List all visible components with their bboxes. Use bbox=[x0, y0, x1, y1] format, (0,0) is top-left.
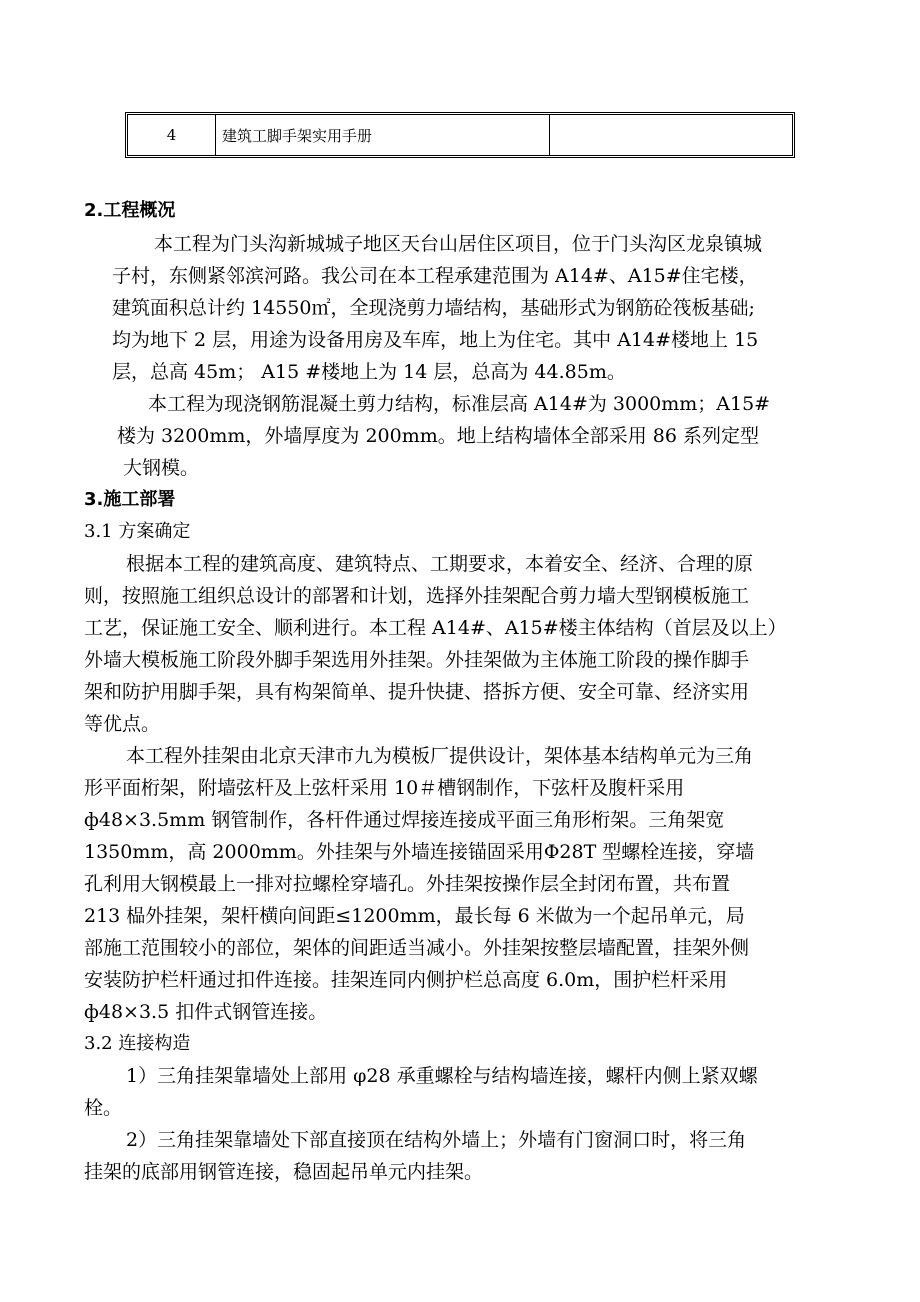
paragraph-line: 本工程为门头沟新城城子地区天台山居住区项目，位于门头沟区龙泉镇城 bbox=[154, 233, 763, 255]
paragraph-line: 层，总高 45m； A15 #楼地上为 14 层，总高为 44.85m。 bbox=[112, 361, 626, 383]
subsection-heading-3-1: 3.1 方案确定 bbox=[84, 521, 191, 542]
subsection-heading-3-2: 3.2 连接构造 bbox=[84, 1033, 191, 1054]
table-cell-note bbox=[550, 115, 792, 155]
paragraph-line: ф48×3.5mm 钢管制作，各杆件通过焊接连接成平面三角形桁架。三角架宽 bbox=[84, 809, 725, 831]
paragraph-line: 外墙大模板施工阶段外脚手架选用外挂架。外挂架做为主体施工阶段的操作脚手 bbox=[84, 649, 750, 671]
paragraph-line: 根据本工程的建筑高度、建筑特点、工期要求，本着安全、经济、合理的原 bbox=[126, 553, 754, 575]
reference-table bbox=[125, 112, 795, 158]
paragraph-line: 本工程外挂架由北京天津市九为模板厂提供设计，架体基本结构单元为三角 bbox=[126, 745, 754, 767]
paragraph-line: 2）三角挂架靠墙处下部直接顶在结构外墙上；外墙有门窗洞口时，将三角 bbox=[126, 1129, 747, 1151]
paragraph-line: 均为地下 2 层，用途为设备用房及车库，地上为住宅。其中 A14#楼地上 15 bbox=[112, 329, 759, 351]
paragraph-line: 子村，东侧紧邻滨河路。我公司在本工程承建范围为 A14#、A15#住宅楼， bbox=[112, 265, 758, 287]
paragraph-line: 等优点。 bbox=[84, 713, 161, 735]
section-heading-2: 2.工程概况 bbox=[84, 200, 176, 221]
paragraph-line: 1350mm，高 2000mm。外挂架与外墙连接锚固采用Φ28T 型螺栓连接，穿墙 bbox=[84, 841, 755, 863]
paragraph-line: 1）三角挂架靠墙处上部用 φ28 承重螺栓与结构墙连接，螺杆内侧上紧双螺 bbox=[126, 1065, 758, 1087]
table-row bbox=[128, 115, 792, 155]
paragraph-line: 大钢模。 bbox=[123, 457, 200, 479]
paragraph-line: 则，按照施工组织总设计的部署和计划，选择外挂架配合剪力墙大型钢模板施工 bbox=[84, 585, 750, 607]
paragraph-line: 安装防护栏杆通过扣件连接。挂架连同内侧护栏总高度 6.0m，围护栏杆采用 bbox=[84, 969, 728, 991]
table-cell-name: 建筑工脚手架实用手册 bbox=[216, 115, 550, 155]
paragraph-line: 挂架的底部用钢管连接，稳固起吊单元内挂架。 bbox=[84, 1161, 484, 1183]
paragraph-line: 213 榀外挂架，架杆横向间距≤1200mm，最长每 6 米做为一个起吊单元，局 bbox=[84, 905, 745, 927]
paragraph-line: 部施工范围较小的部位，架体的间距适当减小。外挂架按整层墙配置，挂架外侧 bbox=[84, 937, 750, 959]
table-cell-no: 4 bbox=[128, 115, 216, 155]
paragraph-line: 孔利用大钢模最上一排对拉螺栓穿墙孔。外挂架按操作层全封闭布置，共布置 bbox=[84, 873, 731, 895]
paragraph-line: 工艺，保证施工安全、顺利进行。本工程 A14#、A15#楼主体结构（首层及以上） bbox=[84, 617, 787, 639]
paragraph-line: ф48×3.5 扣件式钢管连接。 bbox=[84, 1001, 328, 1023]
paragraph-line: 形平面桁架，附墙弦杆及上弦杆采用 10＃槽钢制作，下弦杆及腹杆采用 bbox=[84, 777, 685, 799]
paragraph-line: 建筑面积总计约 14550㎡，全现浇剪力墙结构，基础形式为钢筋砼筏板基础; bbox=[112, 297, 755, 319]
paragraph-line: 楼为 3200mm，外墙厚度为 200mm。地上结构墙体全部采用 86 系列定型 bbox=[117, 425, 760, 447]
paragraph-line: 栓。 bbox=[84, 1097, 123, 1119]
section-heading-3: 3.施工部署 bbox=[84, 489, 176, 510]
paragraph-line: 架和防护用脚手架，具有构架简单、提升快捷、搭拆方便、安全可靠、经济实用 bbox=[84, 681, 750, 703]
paragraph-line: 本工程为现浇钢筋混凝土剪力结构，标准层高 A14#为 3000mm；A15# bbox=[148, 393, 771, 415]
